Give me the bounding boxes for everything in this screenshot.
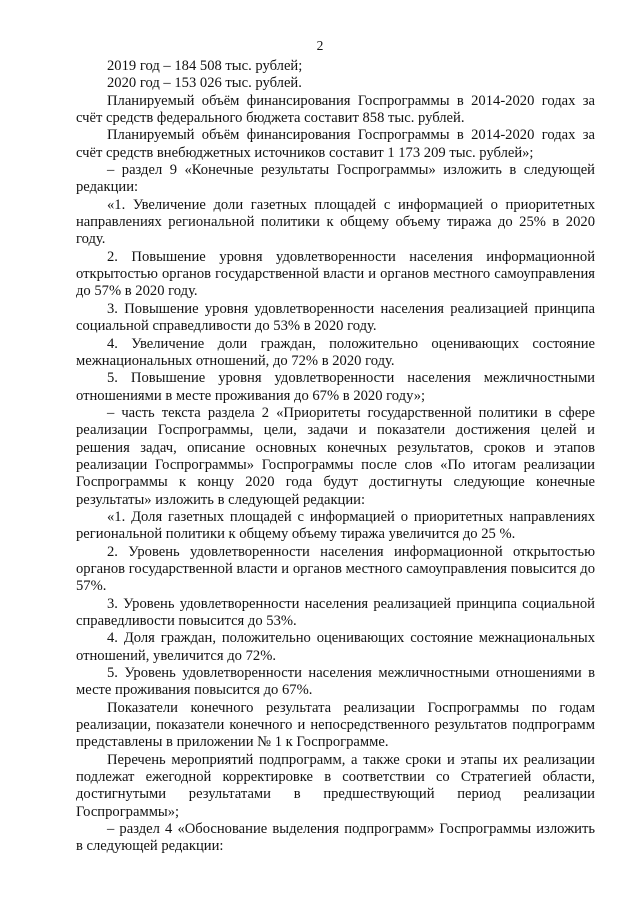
paragraph: – раздел 9 «Конечные результаты Госпрограммы» изложить в следующей редакции: (76, 162, 595, 196)
paragraph: Показатели конечного результата реализации Госпрограммы по годам реализации, показатели конечного и непосредственного результатов подпрограмм представлены в приложении № 1 к Госпрограмме. (76, 699, 595, 751)
paragraph: 2020 год – 153 026 тыс. рублей. (107, 75, 302, 92)
paragraph: 2019 год – 184 508 тыс. рублей; (107, 58, 303, 74)
paragraph: Планируемый объём финансирования Госпрограммы в 2014-2020 годах за счёт средств федерального бюджета составит 858 тыс. рублей. (76, 92, 595, 127)
paragraph: – раздел 4 «Обоснование выделения подпрограмм» Госпрограммы изложить в следующей редакции: (76, 821, 595, 855)
paragraph: 5. Повышение уровня удовлетворенности населения межличностными отношениями в месте проживания до 67% в 2020 году»; (76, 370, 595, 404)
paragraph: Перечень мероприятий подпрограмм, а также сроки и этапы их реализации подлежат ежегодной корректировке в соответствии со Стратегией области, достигнутыми результатами в предшествующий период реализации Госпрограммы»; (76, 751, 595, 820)
document-body (76, 58, 595, 856)
paragraph: 5. Уровень удовлетворенности населения межличностными отношениями в месте проживания повысится до 67%. (76, 665, 595, 699)
paragraph: 2. Повышение уровня удовлетворенности населения информационной открытостью органов государственной власти и органов местного самоуправления до 57% в 2020 году. (76, 248, 595, 300)
paragraph: 2. Уровень удовлетворенности населения информационной открытостью органов государственной власти и органов местного самоуправления повысится до 57%. (76, 543, 595, 595)
paragraph: 3. Повышение уровня удовлетворенности населения реализацией принципа социальной справедливости до 53% в 2020 году. (76, 300, 595, 335)
paragraph: «1. Увеличение доли газетных площадей с информацией о приоритетных направлениях региональной политики к общему объему тиража до 25% в 2020 году. (76, 196, 595, 248)
paragraph: «1. Доля газетных площадей с информацией о приоритетных направлениях региональной политики к общему объему тиража увеличится до 25 %. (76, 508, 595, 543)
paragraph: 3. Уровень удовлетворенности населения реализацией принципа социальной справедливости повысится до 53%. (76, 595, 595, 629)
page-number: 2 (316, 38, 324, 53)
paragraph: 4. Увеличение доли граждан, положительно оценивающих состояние межнациональных отношений, до 72% в 2020 году. (76, 335, 595, 369)
paragraph: 4. Доля граждан, положительно оценивающих состояние межнациональных отношений, увеличится до 72%. (76, 630, 595, 664)
paragraph: Планируемый объём финансирования Госпрограммы в 2014-2020 годах за счёт средств внебюджетных источников составит 1 173 209 тыс. рублей»; (76, 127, 595, 161)
paragraph: – часть текста раздела 2 «Приоритеты государственной политики в сфере реализации Госпрограммы, цели, задачи и показатели достижения целей и решения задач, описание основных конечных результатов, сроков и этапов реализации Госпрограммы» Госпрограммы после слов «По итогам реализации Госпрограммы к концу 2020 года будут достигнуты следующие конечные результаты» изложить в следующей редакции: (76, 404, 595, 508)
